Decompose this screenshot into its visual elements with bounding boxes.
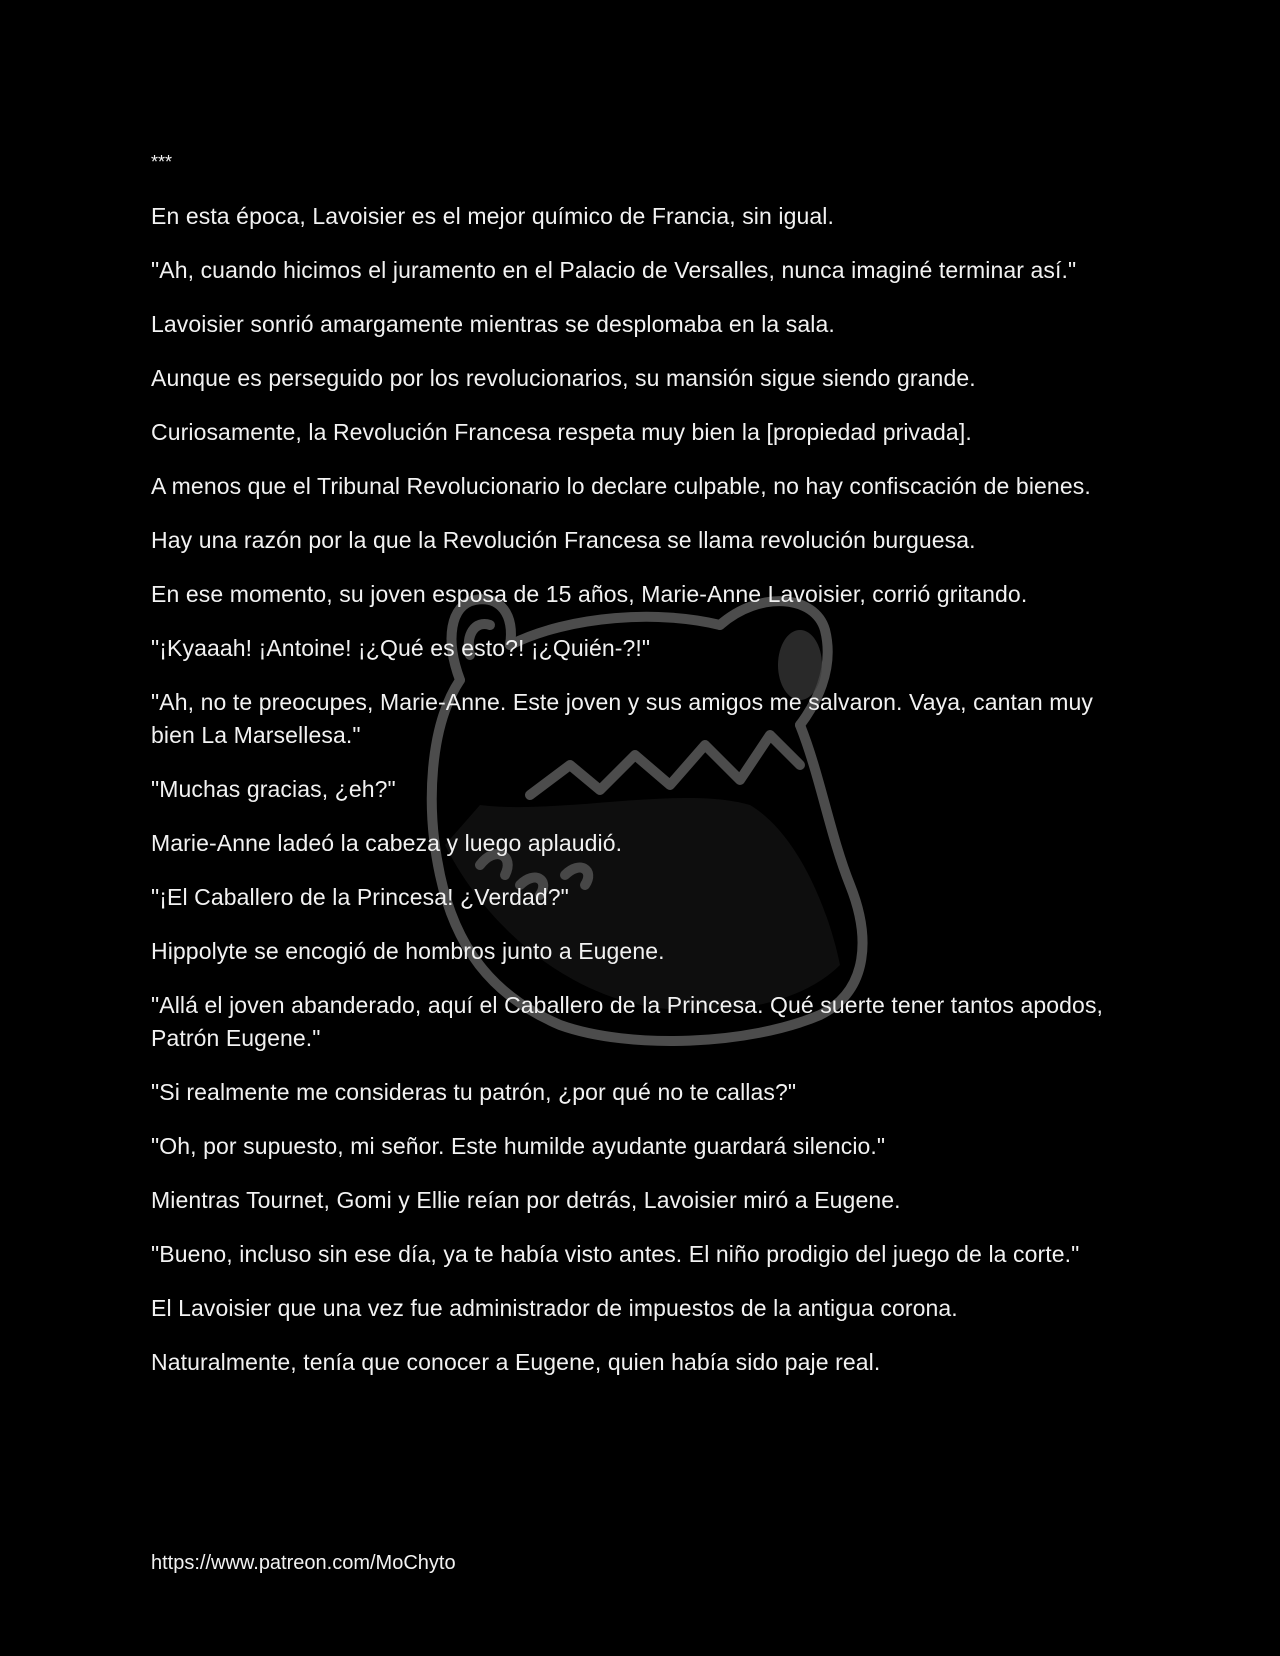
paragraph: El Lavoisier que una vez fue administrador de impuestos de la antigua corona. [151, 1295, 958, 1321]
paragraph: "¡El Caballero de la Princesa! ¿Verdad?" [151, 884, 569, 910]
paragraph: Mientras Tournet, Gomi y Ellie reían por detrás, Lavoisier miró a Eugene. [151, 1187, 901, 1213]
paragraph: "¡Kyaaah! ¡Antoine! ¡¿Qué es esto?! ¡¿Quién-?!" [151, 635, 651, 661]
document-body [151, 150, 1141, 1400]
paragraph: Hay una razón por la que la Revolución Francesa se llama revolución burguesa. [151, 527, 976, 553]
paragraph: En ese momento, su joven esposa de 15 años, Marie-Anne Lavoisier, corrió gritando. [151, 581, 1028, 607]
paragraph: "Oh, por supuesto, mi señor. Este humilde ayudante guardará silencio." [151, 1133, 886, 1159]
paragraph: "Ah, no te preocupes, Marie-Anne. Este joven y sus amigos me salvaron. Vaya, cantan muy bien La Marsellesa." [151, 689, 1094, 748]
paragraph: "Bueno, incluso sin ese día, ya te había visto antes. El niño prodigio del juego de la corte." [151, 1241, 1080, 1267]
paragraph: Marie-Anne ladeó la cabeza y luego aplaudió. [151, 830, 623, 856]
paragraph: "Ah, cuando hicimos el juramento en el Palacio de Versalles, nunca imaginé terminar así." [151, 257, 1077, 283]
paragraph: En esta época, Lavoisier es el mejor químico de Francia, sin igual. [151, 203, 834, 229]
paragraph: Aunque es perseguido por los revolucionarios, su mansión sigue siendo grande. [151, 365, 976, 391]
paragraph: "Allá el joven abanderado, aquí el Caballero de la Princesa. Qué suerte tener tantos apodos, Patrón Eugene." [151, 992, 1104, 1051]
paragraph: Hippolyte se encogió de hombros junto a Eugene. [151, 938, 665, 964]
paragraph: Naturalmente, tenía que conocer a Eugene, quien había sido paje real. [151, 1349, 881, 1375]
patreon-link[interactable]: https://www.patreon.com/MoChyto [151, 1552, 456, 1574]
paragraph: A menos que el Tribunal Revolucionario lo declare culpable, no hay confiscación de bienes. [151, 473, 1091, 499]
section-separator: *** [151, 152, 173, 172]
paragraph: Lavoisier sonrió amargamente mientras se desplomaba en la sala. [151, 311, 835, 337]
paragraph: "Si realmente me consideras tu patrón, ¿por qué no te callas?" [151, 1079, 797, 1105]
paragraph: Curiosamente, la Revolución Francesa respeta muy bien la [propiedad privada]. [151, 419, 972, 445]
paragraph: "Muchas gracias, ¿eh?" [151, 776, 396, 802]
